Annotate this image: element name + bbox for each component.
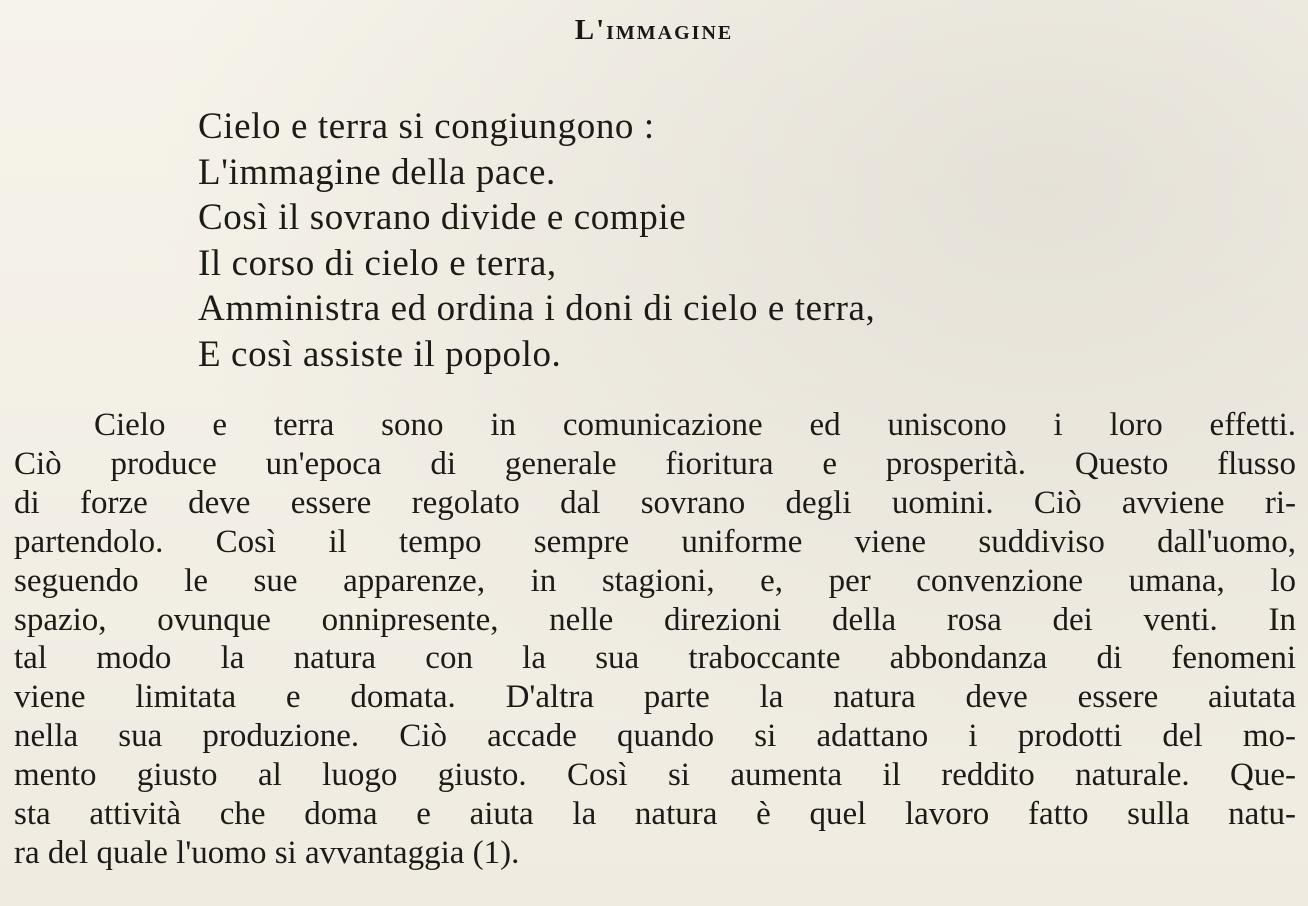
verse-line: Il corso di cielo e terra,	[198, 242, 557, 284]
prose-line: mento giusto al luogo giusto. Così si aumenta il reddito naturale. Que-	[14, 757, 1296, 794]
prose-line: Cielo e terra sono in comunicazione ed uniscono i loro effetti.	[94, 407, 1296, 443]
verse-line: L'immagine della pace.	[198, 151, 556, 193]
prose-line: di forze deve essere regolato dal sovrano degli uomini. Ciò avviene ri-	[14, 484, 1296, 521]
verse-line: Così il sovrano divide e compie	[198, 197, 687, 238]
prose-line: tal modo la natura con la sua traboccante abbondanza di fenomeni	[14, 640, 1296, 677]
prose-line: spazio, ovunque onnipresente, nelle direzioni della rosa dei venti. In	[14, 601, 1296, 638]
verse-block	[198, 104, 875, 377]
prose-line: viene limitata e domata. D'altra parte la natura deve essere aiutata	[14, 679, 1296, 716]
prose-line: nella sua produzione. Ciò accade quando si adattano i prodotti del mo-	[14, 718, 1296, 755]
prose-line: partendolo. Così il tempo sempre uniforme viene suddiviso dall'uomo,	[14, 523, 1296, 560]
verse-line: Amministra ed ordina i doni di cielo e terra,	[198, 288, 876, 329]
prose-line: Ciò produce un'epoca di generale fioritura e prosperità. Questo flusso	[14, 445, 1296, 482]
verse-line: Cielo e terra si congiungono :	[198, 106, 655, 147]
verse-line: E così assiste il popolo.	[198, 333, 562, 375]
section-title: L'immagine	[574, 14, 734, 46]
prose-line: sta attività che doma e aiuta la natura è quel lavoro fatto sulla natu-	[14, 796, 1296, 833]
prose-line: ra del quale l'uomo si avvantaggia (1).	[14, 834, 520, 871]
prose-paragraph	[14, 406, 1296, 873]
prose-line: seguendo le sue apparenze, in stagioni, e, per convenzione umana, lo	[14, 562, 1296, 599]
